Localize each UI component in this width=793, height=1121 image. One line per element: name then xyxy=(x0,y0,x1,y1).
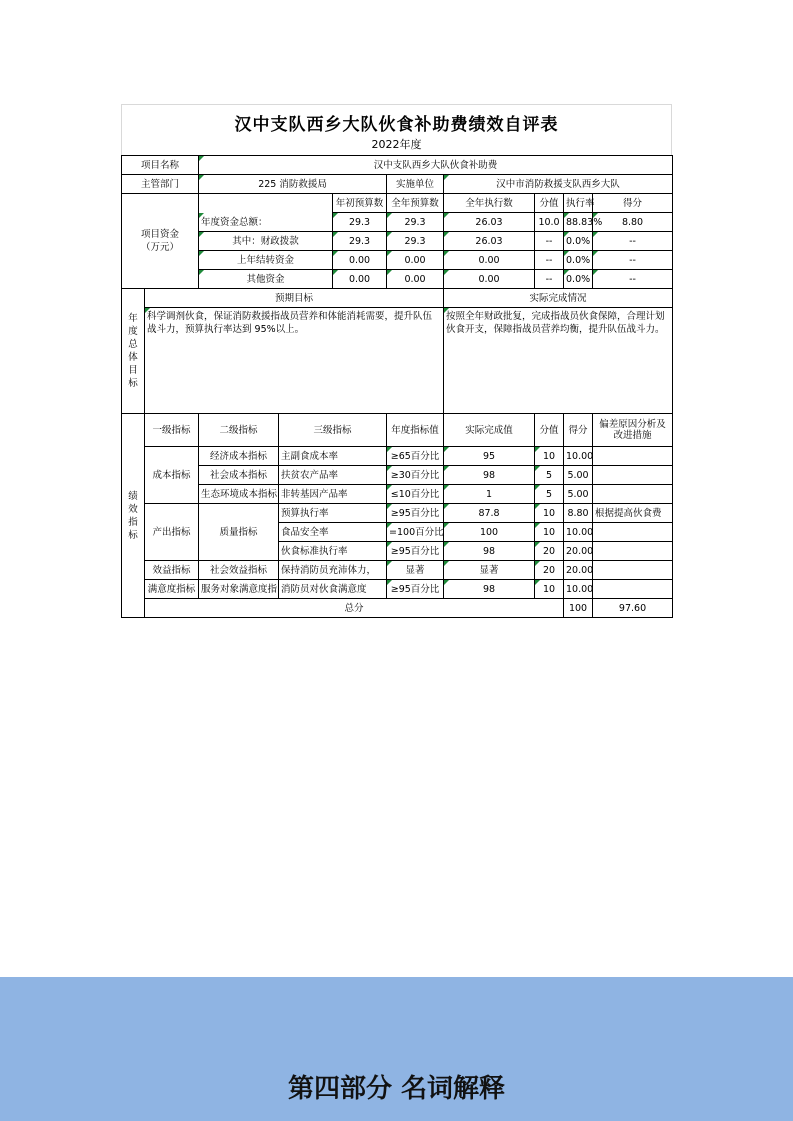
indicator-target: ≥30百分比 xyxy=(387,466,444,485)
indicator-actual: 1 xyxy=(444,485,535,504)
indicator-target: ≥95百分比 xyxy=(387,542,444,561)
indicator-level3: 非转基因产品率 xyxy=(279,485,387,504)
funds-executed: 26.03 xyxy=(444,232,535,251)
indicator-actual: 87.8 xyxy=(444,504,535,523)
funds-score: 8.80 xyxy=(593,213,673,232)
project-name-row xyxy=(122,156,673,175)
funds-points: 10.0 xyxy=(535,213,564,232)
indicator-level3: 保持消防员充沛体力， xyxy=(279,561,387,580)
indicator-level2: 社会成本指标 xyxy=(199,466,279,485)
header-level2: 二级指标 xyxy=(199,414,279,447)
funds-rate: 88.83% xyxy=(564,213,593,232)
group-quality: 质量指标 xyxy=(199,504,279,561)
header-target: 年度指标值 xyxy=(387,414,444,447)
funds-header-score: 得分 xyxy=(593,194,673,213)
funds-row-label: 其中：财政拨款 xyxy=(199,232,333,251)
funds-header-row xyxy=(122,194,673,213)
actual-result-header: 实际完成情况 xyxy=(444,289,673,308)
funds-row xyxy=(122,270,673,289)
goals-header-row xyxy=(122,289,673,308)
header-level3: 三级指标 xyxy=(279,414,387,447)
indicator-points: 10 xyxy=(535,523,564,542)
total-points: 100 xyxy=(564,599,593,618)
funds-budget-year: 29.3 xyxy=(387,213,444,232)
department-row xyxy=(122,175,673,194)
performance-label: 绩 效 指 标 xyxy=(122,414,145,618)
indicator-target: ≤10百分比 xyxy=(387,485,444,504)
implementer-value: 汉中市消防救援支队西乡大队 xyxy=(444,175,673,194)
indicator-actual: 98 xyxy=(444,580,535,599)
project-name-value: 汉中支队西乡大队伙食补助费 xyxy=(199,156,673,175)
indicator-row xyxy=(122,485,673,504)
actual-result-text: 按照全年财政批复，完成指战员伙食保障，合理计划伙食开支，保障指战员营养均衡，提升队伍战斗力。 xyxy=(444,308,673,414)
group-satisfaction: 满意度指标 xyxy=(145,580,199,599)
expected-goal-text: 科学调剂伙食，保证消防救援指战员营养和体能消耗需要，提升队伍战斗力，预算执行率达到 95%以上。 xyxy=(145,308,444,414)
sheet-year: 2022年度 xyxy=(371,138,422,151)
total-label: 总分 xyxy=(145,599,564,618)
indicator-note xyxy=(593,523,673,542)
goals-text-row xyxy=(122,308,673,414)
indicator-target: ≥95百分比 xyxy=(387,580,444,599)
department-value: 225 消防救援局 xyxy=(199,175,387,194)
funds-budget-start: 0.00 xyxy=(333,270,387,289)
funds-label: 项目资金 （万元） xyxy=(122,194,199,289)
funds-row xyxy=(122,251,673,270)
funds-executed: 0.00 xyxy=(444,251,535,270)
indicator-note xyxy=(593,580,673,599)
implementer-label: 实施单位 xyxy=(387,175,444,194)
group-benefit: 效益指标 xyxy=(145,561,199,580)
self-evaluation-sheet xyxy=(121,104,672,618)
funds-rate: 0.0% xyxy=(564,251,593,270)
header-score: 得分 xyxy=(564,414,593,447)
header-level1: 一级指标 xyxy=(145,414,199,447)
indicator-level3: 预算执行率 xyxy=(279,504,387,523)
indicator-points: 20 xyxy=(535,542,564,561)
indicator-level3: 主副食成本率 xyxy=(279,447,387,466)
funds-budget-start: 29.3 xyxy=(333,213,387,232)
total-score: 97.60 xyxy=(593,599,673,618)
funds-header-points: 分值 xyxy=(535,194,564,213)
funds-score: -- xyxy=(593,251,673,270)
indicator-row xyxy=(122,504,673,523)
funds-header-budget-year: 全年预算数 xyxy=(387,194,444,213)
funds-points: -- xyxy=(535,232,564,251)
funds-row-label: 上年结转资金 xyxy=(199,251,333,270)
department-label: 主管部门 xyxy=(122,175,199,194)
funds-row-label: 年度资金总额： xyxy=(199,213,333,232)
funds-points: -- xyxy=(535,270,564,289)
indicator-actual: 显著 xyxy=(444,561,535,580)
group-output: 产出指标 xyxy=(145,504,199,561)
funds-budget-year: 0.00 xyxy=(387,251,444,270)
indicator-points: 10 xyxy=(535,447,564,466)
indicator-note xyxy=(593,447,673,466)
indicator-points: 10 xyxy=(535,504,564,523)
header-actual: 实际完成值 xyxy=(444,414,535,447)
indicator-level2: 生态环境成本指标 xyxy=(199,485,279,504)
indicator-note xyxy=(593,466,673,485)
indicator-points: 5 xyxy=(535,485,564,504)
expected-goal-header: 预期目标 xyxy=(145,289,444,308)
indicator-target: =100百分比 xyxy=(387,523,444,542)
funds-points: -- xyxy=(535,251,564,270)
funds-header-rate: 执行率 xyxy=(564,194,593,213)
sheet-header xyxy=(121,104,672,155)
funds-row xyxy=(122,232,673,251)
funds-executed: 0.00 xyxy=(444,270,535,289)
indicator-actual: 95 xyxy=(444,447,535,466)
indicator-score: 10.00 xyxy=(564,580,593,599)
group-cost: 成本指标 xyxy=(145,447,199,504)
funds-executed: 26.03 xyxy=(444,213,535,232)
sheet-title: 汉中支队西乡大队伙食补助费绩效自评表 xyxy=(234,115,559,135)
project-name-label: 项目名称 xyxy=(122,156,199,175)
funds-header-budget-start: 年初预算数 xyxy=(333,194,387,213)
header-deviation: 偏差原因分析及改进措施 xyxy=(593,414,673,447)
indicator-score: 10.00 xyxy=(564,447,593,466)
indicator-score: 10.00 xyxy=(564,523,593,542)
indicator-score: 20.00 xyxy=(564,561,593,580)
funds-budget-start: 0.00 xyxy=(333,251,387,270)
indicator-score: 20.00 xyxy=(564,542,593,561)
indicator-row xyxy=(122,447,673,466)
funds-budget-start: 29.3 xyxy=(333,232,387,251)
performance-header-row xyxy=(122,414,673,447)
indicator-row xyxy=(122,466,673,485)
indicator-points: 20 xyxy=(535,561,564,580)
indicator-actual: 98 xyxy=(444,542,535,561)
total-row xyxy=(122,599,673,618)
funds-budget-year: 29.3 xyxy=(387,232,444,251)
indicator-note xyxy=(593,561,673,580)
funds-rate: 0.0% xyxy=(564,270,593,289)
indicator-target: 显著 xyxy=(387,561,444,580)
indicator-row xyxy=(122,561,673,580)
indicator-points: 10 xyxy=(535,580,564,599)
indicator-actual: 100 xyxy=(444,523,535,542)
indicator-level2: 经济成本指标 xyxy=(199,447,279,466)
indicator-level3: 食品安全率 xyxy=(279,523,387,542)
funds-score: -- xyxy=(593,232,673,251)
evaluation-table xyxy=(121,155,673,618)
indicator-level3: 消防员对伙食满意度 xyxy=(279,580,387,599)
funds-row-label: 其他资金 xyxy=(199,270,333,289)
indicator-level2: 服务对象满意度指 xyxy=(199,580,279,599)
indicator-score: 5.00 xyxy=(564,466,593,485)
indicator-target: ≥95百分比 xyxy=(387,504,444,523)
section-title: 第四部分 名词解释 xyxy=(287,1074,506,1104)
indicator-note xyxy=(593,542,673,561)
funds-score: -- xyxy=(593,270,673,289)
indicator-actual: 98 xyxy=(444,466,535,485)
funds-header-blank xyxy=(199,194,333,213)
indicator-level3: 伙食标准执行率 xyxy=(279,542,387,561)
indicator-level2: 社会效益指标 xyxy=(199,561,279,580)
indicator-score: 8.80 xyxy=(564,504,593,523)
funds-rate: 0.0% xyxy=(564,232,593,251)
indicator-note xyxy=(593,485,673,504)
funds-row xyxy=(122,213,673,232)
indicator-note: 根据提高伙食费 xyxy=(593,504,673,523)
funds-budget-year: 0.00 xyxy=(387,270,444,289)
goals-label: 年 度 总 体 目 标 xyxy=(122,289,145,414)
indicator-target: ≥65百分比 xyxy=(387,447,444,466)
indicator-score: 5.00 xyxy=(564,485,593,504)
indicator-points: 5 xyxy=(535,466,564,485)
header-points: 分值 xyxy=(535,414,564,447)
indicator-level3: 扶贫农产品率 xyxy=(279,466,387,485)
funds-header-executed: 全年执行数 xyxy=(444,194,535,213)
indicator-row xyxy=(122,580,673,599)
